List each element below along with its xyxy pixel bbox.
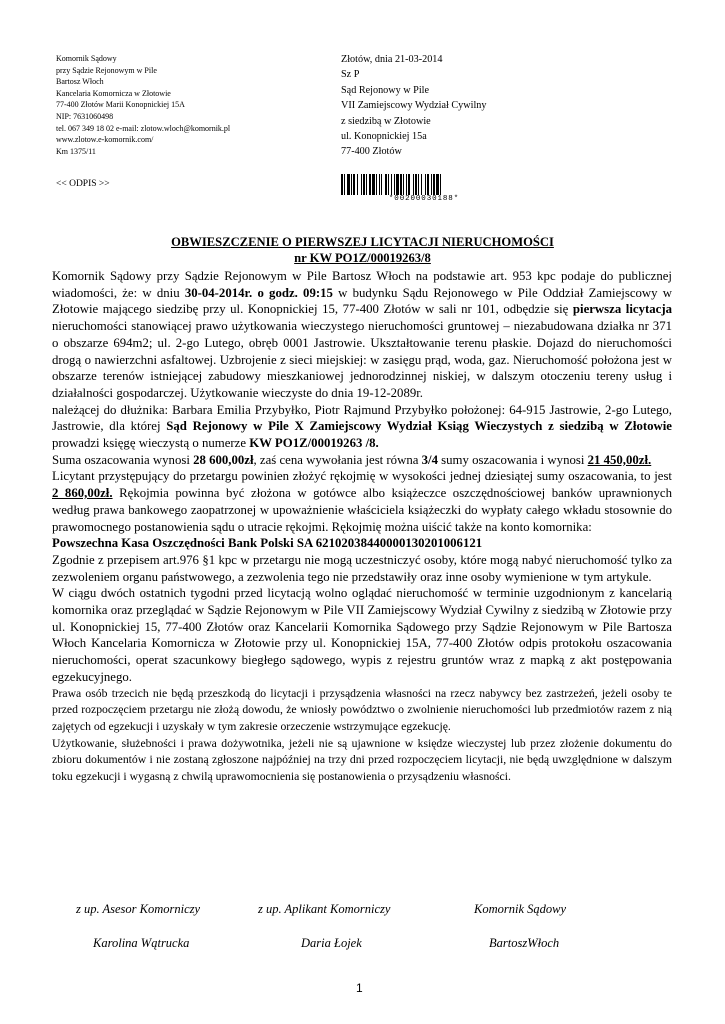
- signature-role-bailiff: Komornik Sądowy: [474, 902, 567, 916]
- fraction: 3/4: [421, 452, 438, 467]
- recipient-block: [341, 52, 571, 160]
- case-number: Km 1375/11: [56, 146, 96, 156]
- paragraph-debtor: należącej do dłużnika: Barbara Emilia Przybyłko, Piotr Rajmund Przybyłko położonej: 64-915 Jastrowie, 2-go Lutego, Jastrowie, dla której Sąd Rejonowy w Pile X Zamiejscowy Wydział Ksiąg Wieczystych z siedzibą w Złotowie prowadzi księgę wieczystą o numerze KW PO1Z/00019263 /8.: [52, 402, 672, 451]
- document-title: OBWIESZCZENIE O PIERWSZEJ LICYTACJI NIERUCHOMOŚCI: [171, 235, 554, 249]
- starting-price: 21 450,00zł.: [587, 452, 652, 467]
- bank-account: Powszechna Kasa Oszczędności Bank Polski SA 62102038440000130201006121: [52, 536, 483, 551]
- paragraph-valuation: Suma oszacowania wynosi 28 600,00zł, zaś cena wywołania jest równa 3/4 sumy oszacowania i wynosi 21 450,00zł.: [52, 452, 652, 467]
- recipient-line: Sąd Rejonowy w Pile: [341, 84, 430, 96]
- sender-line: Bartosz Włoch: [56, 77, 104, 87]
- document-subtitle: nr KW PO1Z/00019263/8: [294, 251, 431, 265]
- page-number: 1: [356, 981, 363, 995]
- paragraph-deposit: Licytant przystępujący do przetargu powinien złożyć rękojmię w wysokości jednej dziesiątej sumy oszacowania, to jest 2 860,00zł. Rękojmia powinna być złożona w gotówce albo książeczce oszczędnościowej banków uprawnionych według prawa bankowego zaopatrzonej w upoważnienie właściciela książeczki do wypłaty całego wkładu stosownie do prawomocnego postanowienia sądu o utracie rękojmi. Rękojmię można uiścić także na konto komornika:: [52, 469, 672, 534]
- paragraph-easements: Użytkowanie, służebności i prawa dożywotnika, jeżeli nie są ujawnione w księdze wieczystej lub przez złożenie dokumentu do zbioru dokumentów i nie zostaną zgłoszone najpóźniej na trzy dni przed rozpoczęciem licytacji, nie będą uwzględnione w dalszym toku egzekucji i wygasną z chwilą uprawomocnienia się postanowienia o przysądzeniu własności.: [52, 736, 672, 784]
- recipient-line: VII Zamiejscowy Wydział Cywilny: [341, 100, 487, 112]
- first-auction-label: pierwsza licytacja: [572, 302, 672, 317]
- recipient-line: 77-400 Złotów: [341, 146, 402, 158]
- signature-role-assessor: z up. Asesor Komorniczy: [76, 902, 201, 916]
- barcode: [341, 174, 507, 204]
- signature-name-bailiff: BartoszWłoch: [489, 936, 560, 950]
- recipient-line: Sz P: [341, 69, 360, 81]
- barcode-bar: [441, 174, 443, 195]
- paragraph-third-party: Prawa osób trzecich nie będą przeszkodą do licytacji i przysądzenia własności na rzecz nabywcy bez zastrzeżeń, jeżeli osoby te przed rozpoczęciem przetargu nie złożą dowodu, że wniosły powództwo o zwolnienie nieruchomości lub przedmiotów razem z nią zajętych od egzekucji i uzyskały w tym zakresie orzeczenie wstrzymujące egzekucję.: [52, 686, 672, 733]
- sender-line: tel. 067 349 18 02 e-mail: zlotow.wloch@komornik.pl: [56, 123, 231, 133]
- signature-name-assessor: Karolina Wątrucka: [93, 936, 190, 950]
- paragraph-inspection: W ciągu dwóch ostatnich tygodni przed licytacją wolno oglądać nieruchomość w terminie uzgodnionym z kancelarią komornika oraz przeglądać w Sądzie Rejonowym w Pile VII Zamiejscowy Wydział Cywilny z siedzibą w Złotowie przy ul. Konopnickiej 15, 77-400 Złotów oraz Kancelarii Komornika Sądowego przy Sądzie Rejonowym w Pile Bartosza Włoch Kancelaria Komornicza w Złotowie przy ul. Konopnickiej 15A, 77-400 Złotów odpis protokołu oszacowania nieruchomości, operat szacunkowy biegłego sądowego, wypis z rejestru gruntów wraz z mapką z akt postępowania egzekucyjnego.: [52, 586, 672, 684]
- deposit-amount: 2 860,00zł.: [52, 486, 113, 501]
- kw-number: KW PO1Z/00019263 /8.: [249, 436, 379, 451]
- sender-line: 77-400 Złotów Marii Konopnickiej 15A: [56, 100, 185, 110]
- court-name: Sąd Rejonowy w Pile X Zamiejscowy Wydział Ksiąg Wieczystych z siedzibą w Złotowie: [166, 419, 672, 434]
- auction-date: 30-04-2014r. o godz. 09:15: [184, 285, 333, 300]
- recipient-line: ul. Konopnickiej 15a: [341, 131, 427, 143]
- signature-role-trainee: z up. Aplikant Komorniczy: [258, 902, 391, 916]
- paragraph-auction: Komornik Sądowy przy Sądzie Rejonowym w Pile Bartosz Włoch na podstawie art. 953 kpc podaje do publicznej wiadomości, że: w dniu 30-04-2014r. o godz. 09:15 w budynku Sądu Rejonowego w Pile Oddział Zamiejscowy w Złotowie mającego siedzibę przy ul. Konopnickiej 15, 77-400 Złotów w sali nr 101, odbędzie się pierwsza licytacja nieruchomości stanowiącej prawo użytkowania wieczystego nieruchomości gruntowej – niezabudowana działka nr 371 o obszarze 694m2; ul. 2-go Lutego, obręb 0001 Jastrowie. Ukształtowanie terenu płaskie. Dojazd do nieruchomości drogą o nawierzchni asfaltowej. Uzbrojenie z sieci miejskiej: w zasięgu prąd, woda, gaz. Nieruchomość położona jest w obszarze terenów istniejącej zabudowy mieszkaniowej jednorodzinnej niskiej, w dalszym otoczeniu tereny usług i działalności gospodarczej. Użytkowanie wieczyste do dnia 19-12-2089r.: [52, 269, 672, 400]
- sender-line: www.zlotow.e-komornik.com/: [56, 135, 154, 145]
- signature-name-trainee: Daria Łojek: [301, 936, 362, 950]
- valuation-sum: 28 600,00zł: [193, 452, 254, 467]
- barcode-bars: [341, 174, 507, 195]
- sender-line: Komornik Sądowy: [56, 54, 117, 63]
- barcode-text: *00200030188*: [388, 195, 460, 203]
- recipient-line: z siedzibą w Złotowie: [341, 115, 431, 127]
- copy-label: << ODPIS >>: [56, 179, 110, 189]
- sender-line: przy Sądzie Rejonowym w Pile: [56, 65, 157, 75]
- sender-line: NIP: 7631060498: [56, 111, 114, 121]
- paragraph-restrictions: Zgodnie z przepisem art.976 §1 kpc w przetargu nie mogą uczestniczyć osoby, które mogą nabyć nieruchomość tylko za zezwoleniem organu państwowego, a zezwolenia tego nie przedstawiły oraz inne osoby wymienione w tym artykule.: [52, 552, 672, 584]
- document-body: [52, 268, 672, 786]
- sender-block: [56, 53, 296, 157]
- date-line: Złotów, dnia 21-03-2014: [341, 54, 443, 65]
- sender-line: Kancelaria Komornicza w Złotowie: [56, 88, 171, 98]
